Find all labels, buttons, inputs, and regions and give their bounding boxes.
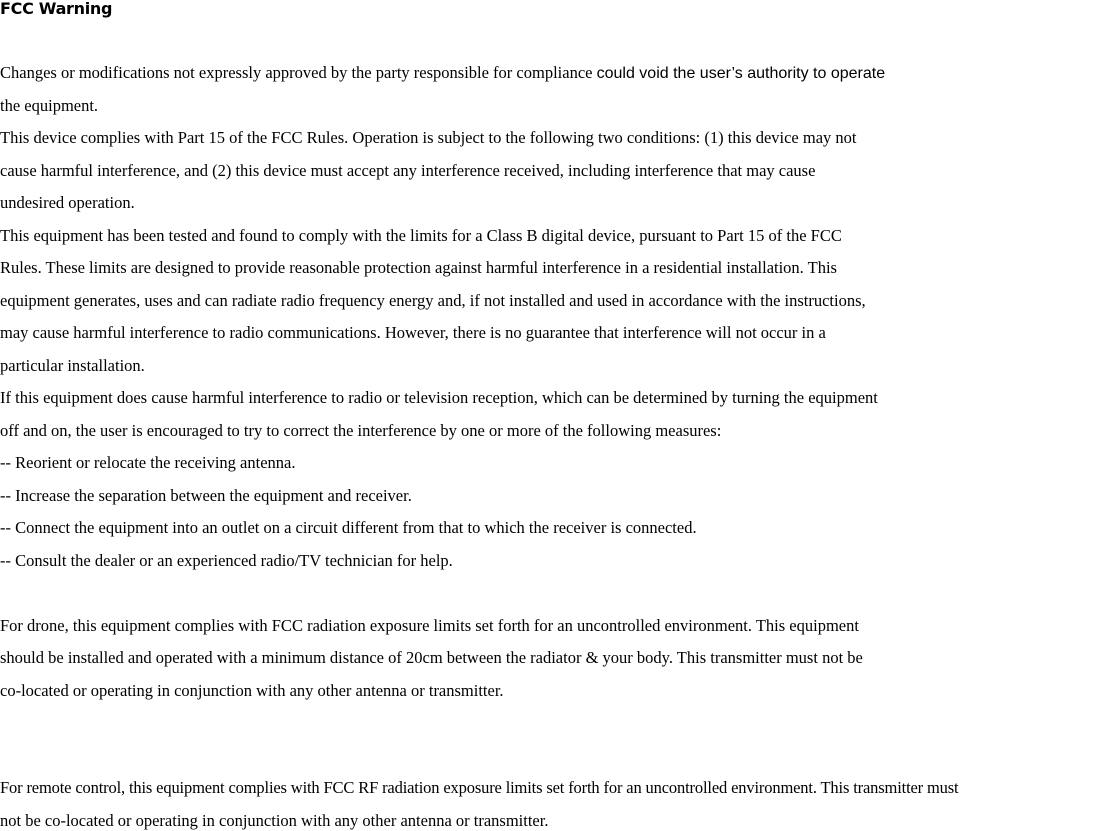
- interference-line-1: If this equipment does cause harmful interference to radio or television reception, which can be determined by turning the equipment: [0, 388, 878, 407]
- drone-line-3: co-located or operating in conjunction with any other antenna or transmitter.: [0, 681, 504, 700]
- classb-line-1: This equipment has been tested and found to comply with the limits for a Class B digital device, pursuant to Part 15 of the FCC: [0, 226, 842, 245]
- remote-line-2: not be co-located or operating in conjunction with any other antenna or transmitter.: [0, 811, 549, 830]
- part15-line-2: cause harmful interference, and (2) this device must accept any interference received, including interference that may cause: [0, 161, 816, 180]
- interference-line-2: off and on, the user is encouraged to try to correct the interference by one or more of the following measures:: [0, 421, 722, 440]
- measure-item-consult: -- Consult the dealer or an experienced radio/TV technician for help.: [0, 551, 453, 570]
- changes-line-1-sans: could void the user’s authority to operate: [596, 65, 886, 82]
- measure-item-reorient: -- Reorient or relocate the receiving antenna.: [0, 453, 296, 472]
- classb-line-2: Rules. These limits are designed to provide reasonable protection against harmful interference in a residential installation. This: [0, 258, 837, 277]
- document-heading: FCC Warning: [0, 0, 113, 18]
- changes-line-1-serif: Changes or modifications not expressly approved by the party responsible for compliance: [0, 63, 597, 82]
- changes-line-2: the equipment.: [0, 96, 99, 115]
- classb-line-5: particular installation.: [0, 356, 145, 375]
- drone-line-2: should be installed and operated with a minimum distance of 20cm between the radiator & your body. This transmitter must not be: [0, 648, 863, 667]
- part15-line-1: This device complies with Part 15 of the FCC Rules. Operation is subject to the following two conditions: (1) this device may not: [0, 128, 857, 147]
- measure-item-separation: -- Increase the separation between the equipment and receiver.: [0, 486, 412, 505]
- part15-line-3: undesired operation.: [0, 193, 135, 212]
- classb-line-3: equipment generates, uses and can radiate radio frequency energy and, if not installed and used in accordance with the instructions,: [0, 291, 866, 310]
- drone-line-1: For drone, this equipment complies with FCC radiation exposure limits set forth for an uncontrolled environment. This equipment: [0, 616, 859, 635]
- classb-line-4: may cause harmful interference to radio communications. However, there is no guarantee that interference will not occur in a: [0, 323, 826, 342]
- changes-line-1: [0, 63, 885, 84]
- measure-item-outlet: -- Connect the equipment into an outlet on a circuit different from that to which the receiver is connected.: [0, 518, 697, 537]
- remote-line-1: For remote control, this equipment complies with FCC RF radiation exposure limits set forth for an uncontrolled environment. This transmitter must: [0, 778, 959, 797]
